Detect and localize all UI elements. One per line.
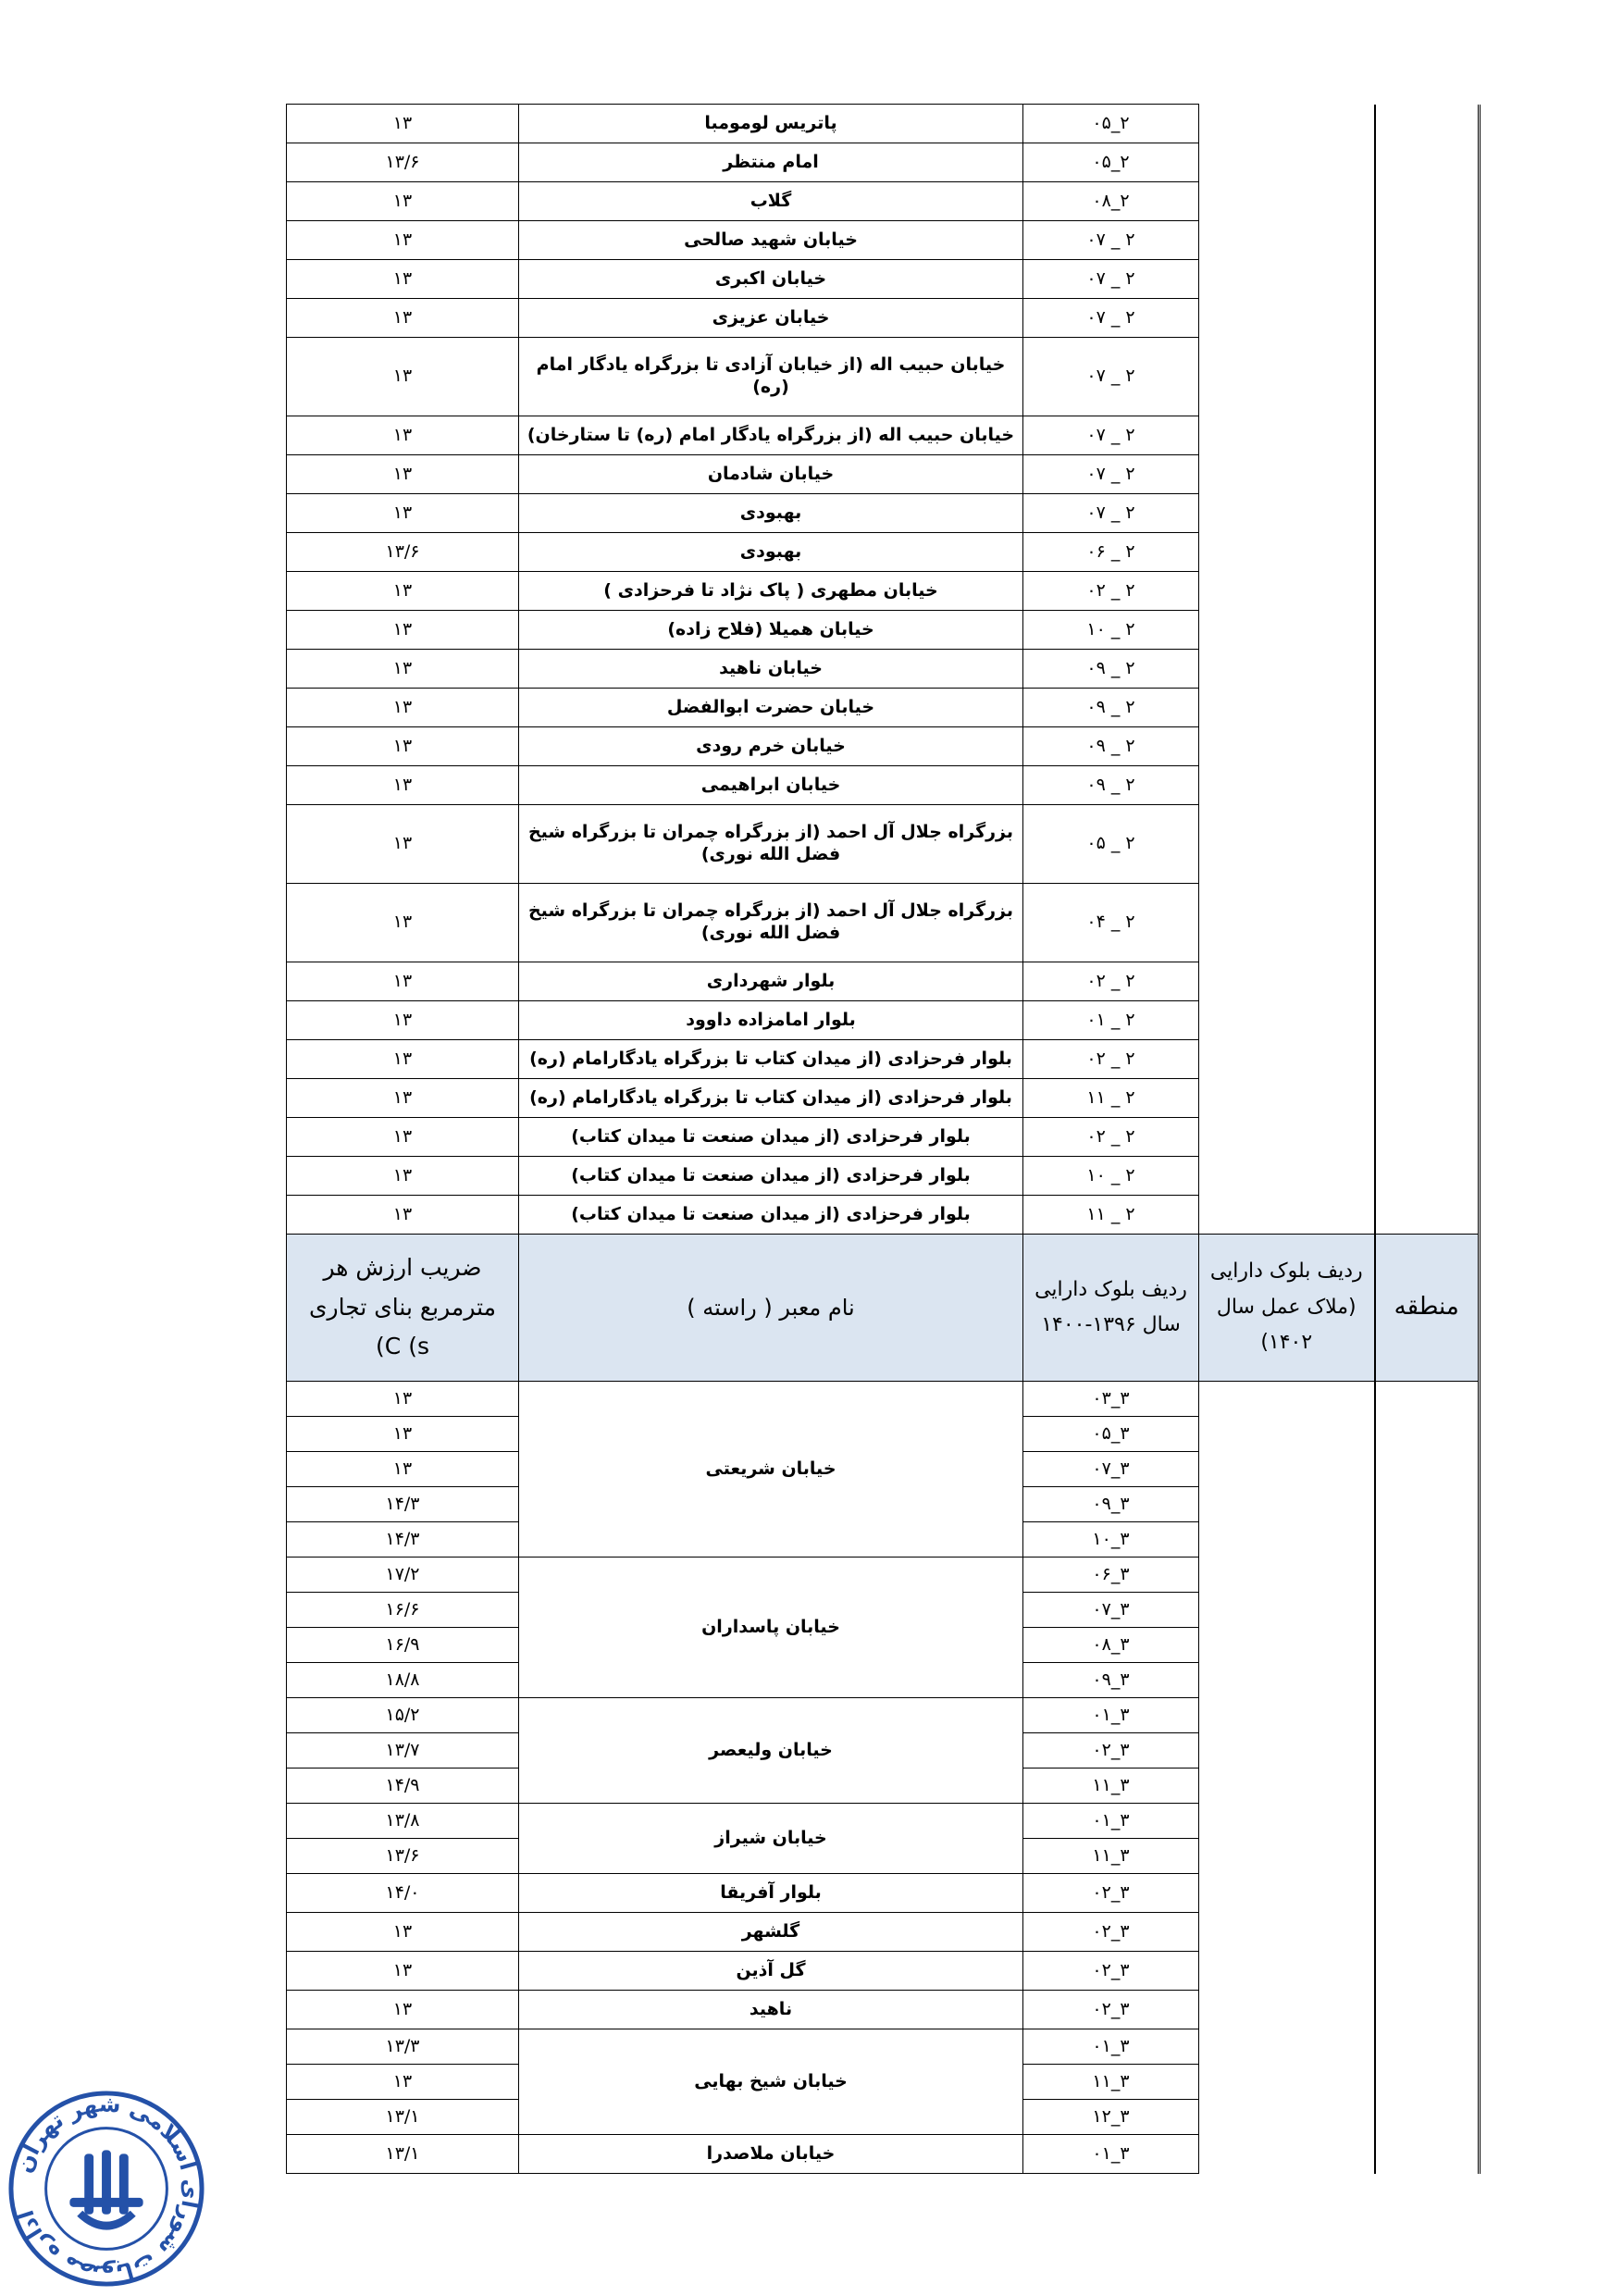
block-1402-cell <box>1199 533 1375 572</box>
street-name-cell: بزرگراه جلال آل احمد (از بزرگراه چمران تا بزرگراه شیخ فضل الله نوری) <box>519 884 1023 962</box>
street-name-cell: امام منتظر <box>519 143 1023 182</box>
header-block-line2: سال ۱۳۹۶-۱۴۰۰ <box>1041 1313 1181 1336</box>
block-1402-cell <box>1199 1452 1375 1487</box>
block-cell: ۳_۱۱ <box>1023 2065 1199 2100</box>
block-cell: ۲ _ ۰۲ <box>1023 1040 1199 1079</box>
coef-cell: ۱۳ <box>287 182 519 221</box>
coef-cell: ۱۳/۱ <box>287 2100 519 2135</box>
block-cell: ۳_۰۷ <box>1023 1452 1199 1487</box>
coef-cell: ۱۳ <box>287 1118 519 1157</box>
block-cell: ۲ _ ۰۹ <box>1023 766 1199 805</box>
coef-cell: ۱۳/۶ <box>287 143 519 182</box>
block-1402-cell <box>1199 182 1375 221</box>
block-1402-cell <box>1199 1157 1375 1196</box>
block-1402-cell <box>1199 2065 1375 2100</box>
header-street-name: نام معبر ( راسته ) <box>519 1235 1023 1382</box>
table-row <box>287 494 1480 533</box>
block-1402-cell <box>1199 1118 1375 1157</box>
block-1402-cell <box>1199 2135 1375 2174</box>
street-name-cell: خیابان ملاصدرا <box>519 2135 1023 2174</box>
block-1402-cell <box>1199 1487 1375 1522</box>
block-cell: ۳_۰۲ <box>1023 1952 1199 1991</box>
block-cell: ۲ _ ۰۹ <box>1023 650 1199 689</box>
coef-cell: ۱۳/۱ <box>287 2135 519 2174</box>
street-name-cell: خیابان شیخ بهایی <box>519 2029 1023 2135</box>
block-cell: ۲ _ ۰۷ <box>1023 338 1199 416</box>
coef-cell: ۱۳ <box>287 884 519 962</box>
table-row <box>287 962 1480 1001</box>
block-1402-cell <box>1199 1874 1375 1913</box>
block-1402-cell <box>1199 1417 1375 1452</box>
block-cell: ۳_۱۱ <box>1023 1769 1199 1804</box>
block-1402-cell <box>1199 1196 1375 1235</box>
street-name-cell: خیابان پاسداران <box>519 1558 1023 1698</box>
block-1402-cell <box>1199 143 1375 182</box>
block-1402-cell <box>1199 727 1375 766</box>
block-cell: ۲ _ ۰۷ <box>1023 455 1199 494</box>
block-1402-cell <box>1199 884 1375 962</box>
block-cell: ۳_۰۱ <box>1023 1698 1199 1733</box>
table-row <box>287 260 1480 299</box>
region-cell <box>1375 105 1480 1235</box>
street-name-cell: بلوار فرحزادی (از میدان کتاب تا بزرگراه یادگارامام (ره) <box>519 1040 1023 1079</box>
block-cell: ۳_۰۲ <box>1023 1874 1199 1913</box>
block-1402-cell <box>1199 1663 1375 1698</box>
header-coef-line2: مترمربع بنای تجاری <box>308 1293 497 1321</box>
coef-cell: ۱۴/۹ <box>287 1769 519 1804</box>
coef-cell: ۱۴/۰ <box>287 1874 519 1913</box>
street-name-cell: بلوار آفریقا <box>519 1874 1023 1913</box>
block-1402-cell <box>1199 416 1375 455</box>
block-cell: ۲ _ ۰۷ <box>1023 299 1199 338</box>
table-row <box>287 299 1480 338</box>
street-name-cell: خیابان شادمان <box>519 455 1023 494</box>
block-1402-cell <box>1199 2029 1375 2065</box>
block-cell: ۳_۰۱ <box>1023 1804 1199 1839</box>
block-cell: ۳_۰۲ <box>1023 1733 1199 1769</box>
block-1402-cell <box>1199 494 1375 533</box>
block-1402-cell <box>1199 1733 1375 1769</box>
council-emblem-icon <box>69 2150 142 2229</box>
table-row <box>287 650 1480 689</box>
street-name-cell: خیابان ناهید <box>519 650 1023 689</box>
coef-cell: ۱۳/۸ <box>287 1804 519 1839</box>
street-name-cell: گل آذین <box>519 1952 1023 1991</box>
table-row <box>287 1382 1480 1417</box>
table-row <box>287 884 1480 962</box>
coef-cell: ۱۳ <box>287 611 519 650</box>
table-row <box>287 2135 1480 2174</box>
table-row <box>287 455 1480 494</box>
block-cell: ۲ _ ۰۶ <box>1023 533 1199 572</box>
block-1402-cell <box>1199 105 1375 143</box>
table-row <box>287 1913 1480 1952</box>
block-cell: ۳_۰۲ <box>1023 1913 1199 1952</box>
coef-cell: ۱۳ <box>287 105 519 143</box>
street-name-cell: خیابان ابراهیمی <box>519 766 1023 805</box>
coef-cell: ۱۳ <box>287 1913 519 1952</box>
coef-cell: ۱۳ <box>287 766 519 805</box>
coef-cell: ۱۳/۳ <box>287 2029 519 2065</box>
street-name-cell: بلوار شهرداری <box>519 962 1023 1001</box>
block-cell: ۲ _ ۰۷ <box>1023 494 1199 533</box>
street-name-cell: خیابان ولیعصر <box>519 1698 1023 1804</box>
header-coef-line3: (C (s <box>376 1333 429 1360</box>
table-row <box>287 572 1480 611</box>
table-row <box>287 1196 1480 1235</box>
block-cell: ۲ _ ۰۲ <box>1023 572 1199 611</box>
table-row <box>287 805 1480 884</box>
coef-cell: ۱۳ <box>287 1417 519 1452</box>
street-name-cell: خیابان شیراز <box>519 1804 1023 1874</box>
block-cell: ۲ _ ۰۲ <box>1023 1118 1199 1157</box>
table-row <box>287 1698 1480 1733</box>
table-row <box>287 105 1480 143</box>
block-cell: ۳_۰۲ <box>1023 1991 1199 2029</box>
coef-cell: ۱۳ <box>287 455 519 494</box>
coef-cell: ۱۳ <box>287 260 519 299</box>
block-cell: ۲ _ ۰۲ <box>1023 962 1199 1001</box>
coef-cell: ۱۳/۶ <box>287 533 519 572</box>
street-name-cell: خیابان عزیزی <box>519 299 1023 338</box>
table-row <box>287 143 1480 182</box>
block-cell: ۲ _ ۰۷ <box>1023 221 1199 260</box>
block-1402-cell <box>1199 455 1375 494</box>
coef-cell: ۱۸/۸ <box>287 1663 519 1698</box>
coef-cell: ۱۳ <box>287 1991 519 2029</box>
table-row <box>287 1040 1480 1079</box>
coef-cell: ۱۳/۶ <box>287 1839 519 1874</box>
coef-cell: ۱۳ <box>287 1196 519 1235</box>
street-name-cell: بلوار فرحزادی (از میدان صنعت تا میدان کتاب) <box>519 1157 1023 1196</box>
block-1402-cell <box>1199 689 1375 727</box>
table-row <box>287 416 1480 455</box>
block-1402-cell <box>1199 1769 1375 1804</box>
table-row <box>287 766 1480 805</box>
block-1402-cell <box>1199 962 1375 1001</box>
block-cell: ۲ _ ۰۱ <box>1023 1001 1199 1040</box>
block-cell: ۲ _ ۰۵ <box>1023 805 1199 884</box>
coef-cell: ۱۳ <box>287 572 519 611</box>
coef-cell: ۱۳ <box>287 1040 519 1079</box>
block-1402-cell <box>1199 1001 1375 1040</box>
block-cell: ۳_۰۱ <box>1023 2135 1199 2174</box>
coef-cell: ۱۶/۶ <box>287 1593 519 1628</box>
block-1402-cell <box>1199 1839 1375 1874</box>
region-cell <box>1375 1382 1480 2174</box>
block-1402-cell <box>1199 1558 1375 1593</box>
street-name-cell: گلشهر <box>519 1913 1023 1952</box>
table-row <box>287 1952 1480 1991</box>
block-cell: ۳_۰۵ <box>1023 1417 1199 1452</box>
table-row <box>287 1804 1480 1839</box>
block-1402-cell <box>1199 221 1375 260</box>
coef-cell: ۱۳ <box>287 2065 519 2100</box>
coef-cell: ۱۴/۳ <box>287 1522 519 1558</box>
block-cell: ۳_۰۱ <box>1023 2029 1199 2065</box>
street-name-cell: خیابان مطهری ( پاک نژاد تا فرحزادی ) <box>519 572 1023 611</box>
block-cell: ۳_۱۰ <box>1023 1522 1199 1558</box>
coef-cell: ۱۳ <box>287 494 519 533</box>
block-1402-cell <box>1199 805 1375 884</box>
table-row <box>287 689 1480 727</box>
table-row <box>287 1558 1480 1593</box>
table-row <box>287 221 1480 260</box>
table-row <box>287 727 1480 766</box>
street-name-cell: خیابان حبیب اله (از خیابان آزادی تا بزرگراه یادگار امام (ره) <box>519 338 1023 416</box>
header-block2-line3: ۱۴۰۲) <box>1260 1331 1313 1355</box>
coef-cell: ۱۳ <box>287 416 519 455</box>
header-coef-line1: ضریب ارزش هر <box>323 1254 482 1282</box>
coef-cell: ۱۳ <box>287 805 519 884</box>
table-row <box>287 1157 1480 1196</box>
block-1402-cell <box>1199 1991 1375 2029</box>
header-coef <box>287 1235 519 1382</box>
table-row <box>287 1118 1480 1157</box>
block-1402-cell <box>1199 1382 1375 1417</box>
block-cell: ۲ _ ۱۰ <box>1023 1157 1199 1196</box>
street-name-cell: بزرگراه جلال آل احمد (از بزرگراه چمران تا بزرگراه شیخ فضل الله نوری) <box>519 805 1023 884</box>
block-cell: ۲ _ ۰۹ <box>1023 689 1199 727</box>
block-cell: ۲ _ ۱۱ <box>1023 1196 1199 1235</box>
coef-cell: ۱۳ <box>287 1952 519 1991</box>
coef-cell: ۱۷/۲ <box>287 1558 519 1593</box>
table-row <box>287 1001 1480 1040</box>
block-cell: ۲_۰۸ <box>1023 182 1199 221</box>
block-cell: ۳_۰۹ <box>1023 1663 1199 1698</box>
block-cell: ۳_۰۳ <box>1023 1382 1199 1417</box>
block-cell: ۲ _ ۰۷ <box>1023 416 1199 455</box>
block-cell: ۳_۰۶ <box>1023 1558 1199 1593</box>
block-1402-cell <box>1199 1593 1375 1628</box>
coef-cell: ۱۳/۷ <box>287 1733 519 1769</box>
block-1402-cell <box>1199 1952 1375 1991</box>
table-header-row <box>287 1235 1480 1382</box>
coef-cell: ۱۳ <box>287 1157 519 1196</box>
coef-cell: ۱۳ <box>287 1452 519 1487</box>
street-name-cell: بهبودی <box>519 533 1023 572</box>
table-row <box>287 338 1480 416</box>
coef-cell: ۱۳ <box>287 962 519 1001</box>
header-region: منطقه <box>1375 1235 1480 1382</box>
header-block <box>1023 1235 1199 1382</box>
street-name-cell: خیابان شریعتی <box>519 1382 1023 1558</box>
block-cell: ۳_۰۹ <box>1023 1487 1199 1522</box>
street-name-cell: پاتریس لومومبا <box>519 105 1023 143</box>
street-name-cell: خیابان حبیب اله (از بزرگراه یادگار امام (ره) تا ستارخان) <box>519 416 1023 455</box>
street-name-cell: خیابان خرم رودی <box>519 727 1023 766</box>
coef-cell: ۱۳ <box>287 1001 519 1040</box>
street-name-cell: خیابان شهید صالحی <box>519 221 1023 260</box>
coef-cell: ۱۳ <box>287 650 519 689</box>
block-1402-cell <box>1199 1079 1375 1118</box>
block-1402-cell <box>1199 260 1375 299</box>
block-1402-cell <box>1199 299 1375 338</box>
street-name-cell: خیابان حضرت ابوالفضل <box>519 689 1023 727</box>
street-name-cell: بلوار فرحزادی (از میدان کتاب تا بزرگراه یادگارامام (ره) <box>519 1079 1023 1118</box>
coef-cell: ۱۶/۹ <box>287 1628 519 1663</box>
block-cell: ۲ _ ۱۰ <box>1023 611 1199 650</box>
block-cell: ۳_۰۷ <box>1023 1593 1199 1628</box>
street-name-cell: بلوار فرحزادی (از میدان صنعت تا میدان کتاب) <box>519 1118 1023 1157</box>
header-block-1402 <box>1199 1235 1375 1382</box>
block-1402-cell <box>1199 1804 1375 1839</box>
block-1402-cell <box>1199 1628 1375 1663</box>
street-name-cell: گلاب <box>519 182 1023 221</box>
block-1402-cell <box>1199 2100 1375 2135</box>
header-block2-line1: ردیف بلوک دارایی <box>1209 1260 1363 1284</box>
street-name-cell: بلوار فرحزادی (از میدان صنعت تا میدان کتاب) <box>519 1196 1023 1235</box>
seal-text: اداره مصوبات شورای اسلامی شهر تهران <box>10 2091 204 2287</box>
block-1402-cell <box>1199 650 1375 689</box>
block-1402-cell <box>1199 338 1375 416</box>
block-cell: ۳_۰۸ <box>1023 1628 1199 1663</box>
coef-cell: ۱۳ <box>287 1382 519 1417</box>
coef-cell: ۱۴/۳ <box>287 1487 519 1522</box>
block-1402-cell <box>1199 572 1375 611</box>
block-cell: ۲_۰۵ <box>1023 105 1199 143</box>
block-1402-cell <box>1199 1040 1375 1079</box>
coef-cell: ۱۳ <box>287 689 519 727</box>
block-cell: ۲ _ ۰۷ <box>1023 260 1199 299</box>
table-row <box>287 2029 1480 2065</box>
table-row <box>287 1079 1480 1118</box>
block-cell: ۳_۱۱ <box>1023 1839 1199 1874</box>
commercial-value-table <box>286 104 1481 2174</box>
table-row <box>287 611 1480 650</box>
table-row <box>287 182 1480 221</box>
block-1402-cell <box>1199 611 1375 650</box>
block-cell: ۲ _ ۱۱ <box>1023 1079 1199 1118</box>
block-1402-cell <box>1199 1522 1375 1558</box>
table-row <box>287 1874 1480 1913</box>
table-row <box>287 1991 1480 2029</box>
street-name-cell: خیابان اکبری <box>519 260 1023 299</box>
header-block2-line2: (ملاک عمل سال <box>1216 1295 1357 1319</box>
council-seal <box>6 2088 207 2290</box>
block-1402-cell <box>1199 1698 1375 1733</box>
coef-cell: ۱۳ <box>287 221 519 260</box>
street-name-cell: خیابان همیلا (فلاح زاده) <box>519 611 1023 650</box>
coef-cell: ۱۳ <box>287 1079 519 1118</box>
block-cell: ۲ _ ۰۴ <box>1023 884 1199 962</box>
header-block-line1: ردیف بلوک دارایی <box>1035 1277 1187 1301</box>
street-name-cell: بلوار امامزاده داوود <box>519 1001 1023 1040</box>
table-row <box>287 533 1480 572</box>
coef-cell: ۱۳ <box>287 727 519 766</box>
coef-cell: ۱۵/۲ <box>287 1698 519 1733</box>
block-cell: ۲_۰۵ <box>1023 143 1199 182</box>
coef-cell: ۱۳ <box>287 299 519 338</box>
block-1402-cell <box>1199 766 1375 805</box>
block-cell: ۳_۱۲ <box>1023 2100 1199 2135</box>
street-name-cell: ناهید <box>519 1991 1023 2029</box>
street-name-cell: بهبودی <box>519 494 1023 533</box>
coef-cell: ۱۳ <box>287 338 519 416</box>
block-cell: ۲ _ ۰۹ <box>1023 727 1199 766</box>
block-1402-cell <box>1199 1913 1375 1952</box>
